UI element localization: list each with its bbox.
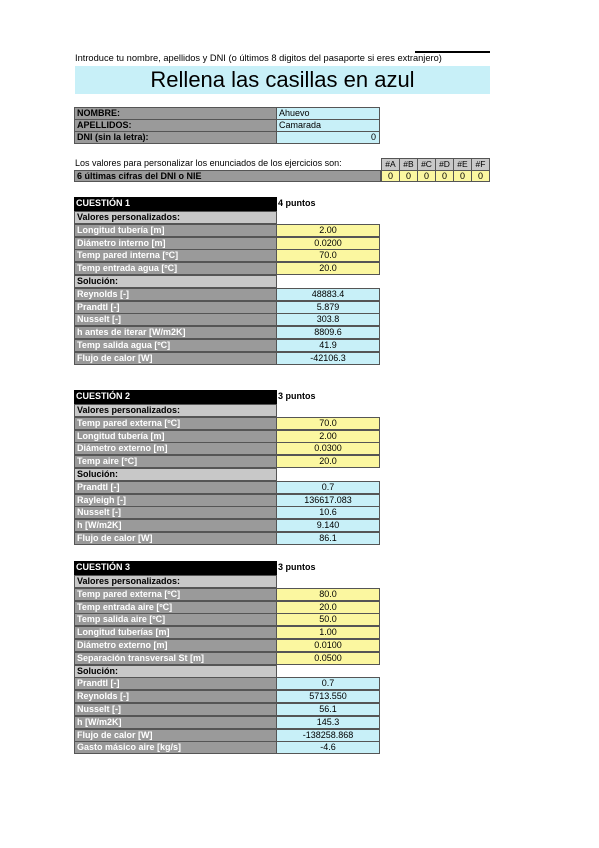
q3-output-label-1: Reynolds [-]: [74, 690, 277, 703]
q1-input-label-0: Longitud tubería [m]: [74, 224, 277, 237]
q2-output-label-0: Prandtl [-]: [74, 481, 277, 494]
q3-input-label-3: Longitud tuberías [m]: [74, 626, 277, 639]
q3-output-label-4: Flujo de calor [W]: [74, 729, 277, 742]
custom-digit-5: 0: [471, 170, 490, 182]
q1-input-value-3: 20.0: [276, 262, 380, 275]
q3-output-value-0: 0.7: [276, 677, 380, 690]
q3-points: 3 puntos: [278, 562, 316, 572]
q1-input-label-1: Diámetro interno [m]: [74, 237, 277, 250]
q2-output-label-1: Rayleigh [-]: [74, 494, 277, 507]
q1-output-label-2: Nusselt [-]: [74, 313, 277, 326]
q2-title: CUESTIÓN 2: [74, 390, 277, 404]
q2-output-label-2: Nusselt [-]: [74, 506, 277, 519]
q3-output-value-2: 56.1: [276, 703, 380, 716]
name-label: NOMBRE:: [74, 107, 277, 120]
q3-output-label-0: Prandtl [-]: [74, 677, 277, 690]
q3-output-value-4: -138258.868: [276, 729, 380, 742]
q2-input-value-3: 20.0: [276, 455, 380, 468]
custom-header-3: #D: [435, 158, 454, 171]
name-field[interactable]: Ahuevo: [276, 107, 380, 120]
q2-output-label-3: h [W/m2K]: [74, 519, 277, 532]
q1-output-label-4: Temp salida agua [ºC]: [74, 339, 277, 352]
custom-digit-3: 0: [435, 170, 454, 182]
q2-output-value-3: 9.140: [276, 519, 380, 532]
q3-input-value-4: 0.0100: [276, 639, 380, 652]
q1-title: CUESTIÓN 1: [74, 197, 277, 211]
q1-output-label-5: Flujo de calor [W]: [74, 352, 277, 365]
q3-input-label-0: Temp pared externa [ºC]: [74, 588, 277, 601]
custom-header-2: #C: [417, 158, 436, 171]
q3-input-value-3: 1.00: [276, 626, 380, 639]
q2-output-label-4: Flujo de calor [W]: [74, 532, 277, 545]
custom-digit-1: 0: [399, 170, 418, 182]
page-banner: Rellena las casillas en azul: [75, 66, 490, 94]
q1-output-label-3: h antes de iterar [W/m2K]: [74, 326, 277, 339]
q1-solution-label: Solución:: [74, 275, 277, 288]
q1-input-label-3: Temp entrada agua [ºC]: [74, 262, 277, 275]
q2-output-value-0: 0.7: [276, 481, 380, 494]
surname-label: APELLIDOS:: [74, 119, 277, 132]
q2-output-value-1: 136617.083: [276, 494, 380, 507]
q3-solution-label: Solución:: [74, 665, 277, 678]
q1-points: 4 puntos: [278, 198, 316, 208]
q2-input-label-2: Diámetro externo [m]: [74, 442, 277, 455]
custom-header-4: #E: [453, 158, 472, 171]
q2-points: 3 puntos: [278, 391, 316, 401]
dni-field[interactable]: 0: [276, 131, 380, 144]
custom-header-0: #A: [381, 158, 400, 171]
q3-input-label-4: Diámetro externo [m]: [74, 639, 277, 652]
q1-input-value-2: 70.0: [276, 249, 380, 262]
q3-input-value-5: 0.0500: [276, 652, 380, 665]
q2-input-value-1: 2.00: [276, 430, 380, 443]
q3-output-label-3: h [W/m2K]: [74, 716, 277, 729]
q1-input-value-0: 2.00: [276, 224, 380, 237]
q1-output-value-5: -42106.3: [276, 352, 380, 365]
intro-text: Introduce tu nombre, apellidos y DNI (o últimos 8 digitos del pasaporte si eres extranjero): [75, 53, 442, 63]
q1-input-value-1: 0.0200: [276, 237, 380, 250]
q3-output-value-1: 5713.550: [276, 690, 380, 703]
q3-output-value-5: -4.6: [276, 741, 380, 754]
q1-custom-label: Valores personalizados:: [74, 211, 277, 224]
q2-input-value-0: 70.0: [276, 417, 380, 430]
q3-output-label-5: Gasto másico aire [kg/s]: [74, 741, 277, 754]
q3-input-label-5: Separación transversal St [m]: [74, 652, 277, 665]
q3-output-value-3: 145.3: [276, 716, 380, 729]
q1-output-label-1: Prandtl [-]: [74, 301, 277, 314]
q1-input-label-2: Temp pared interna [ºC]: [74, 249, 277, 262]
q3-input-label-1: Temp entrada aire [ºC]: [74, 601, 277, 614]
q3-input-label-2: Temp salida aire [ºC]: [74, 613, 277, 626]
q3-input-value-2: 50.0: [276, 613, 380, 626]
q3-input-value-1: 20.0: [276, 601, 380, 614]
dni-label: DNI (sin la letra):: [74, 131, 277, 144]
custom-text: Los valores para personalizar los enunciados de los ejercicios son:: [75, 158, 342, 168]
q1-output-value-1: 5.879: [276, 301, 380, 314]
q3-title: CUESTIÓN 3: [74, 561, 277, 575]
q1-output-value-0: 48883.4: [276, 288, 380, 301]
intro-underline: [415, 51, 490, 53]
q2-input-value-2: 0.0300: [276, 442, 380, 455]
q2-input-label-1: Longitud tubería [m]: [74, 430, 277, 443]
q2-output-value-4: 86.1: [276, 532, 380, 545]
q1-output-value-4: 41.9: [276, 339, 380, 352]
q2-solution-label: Solución:: [74, 468, 277, 481]
q1-output-value-3: 8809.6: [276, 326, 380, 339]
q3-input-value-0: 80.0: [276, 588, 380, 601]
custom-digit-0: 0: [381, 170, 400, 182]
q2-input-label-0: Temp pared externa [ºC]: [74, 417, 277, 430]
custom-header-5: #F: [471, 158, 490, 171]
custom-header-1: #B: [399, 158, 418, 171]
q2-custom-label: Valores personalizados:: [74, 404, 277, 417]
q1-output-value-2: 303.8: [276, 313, 380, 326]
digits-label: 6 últimas cifras del DNI o NIE: [74, 170, 381, 182]
q3-custom-label: Valores personalizados:: [74, 575, 277, 588]
custom-digit-4: 0: [453, 170, 472, 182]
q3-output-label-2: Nusselt [-]: [74, 703, 277, 716]
q2-input-label-3: Temp aire [ºC]: [74, 455, 277, 468]
q1-output-label-0: Reynolds [-]: [74, 288, 277, 301]
q2-output-value-2: 10.6: [276, 506, 380, 519]
surname-field[interactable]: Camarada: [276, 119, 380, 132]
custom-digit-2: 0: [417, 170, 436, 182]
